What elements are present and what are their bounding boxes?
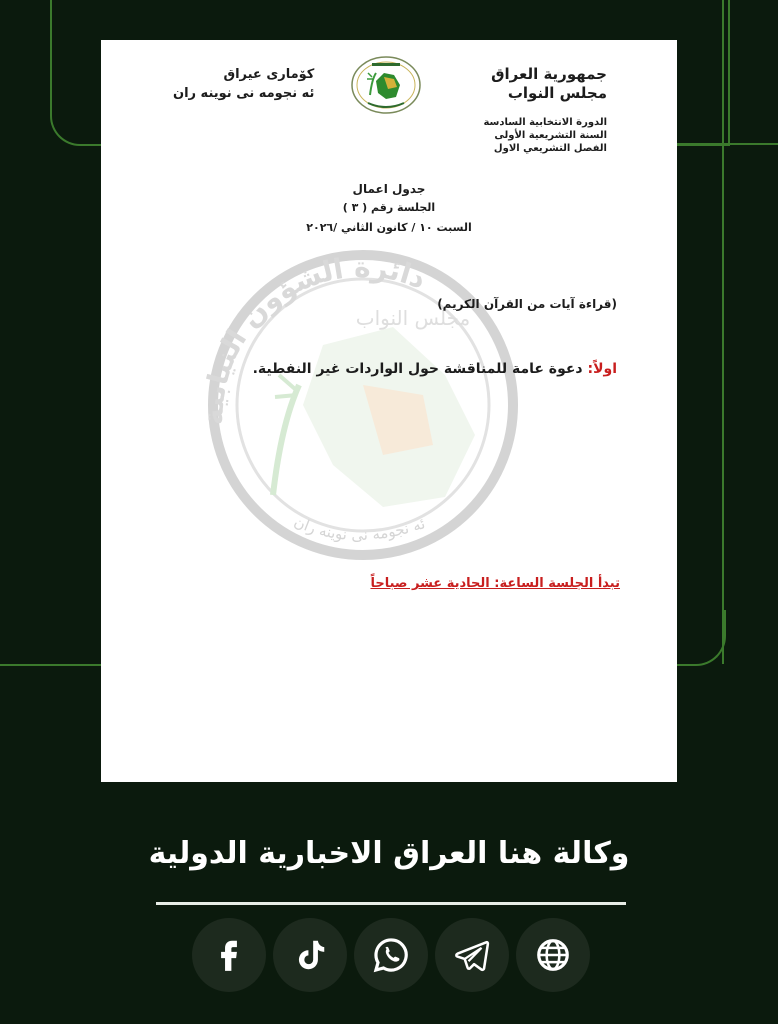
agenda-item-1-label: اولاً: — [587, 361, 617, 377]
whatsapp-icon — [372, 936, 410, 974]
watermark-bottom-text: ئه نجومه نى نوينه ران — [291, 512, 428, 545]
electoral-term: الدورة الانتخابية السادسة — [483, 117, 607, 128]
agenda-item-1-text: دعوة عامة للمناقشة حول الواردات غير النفطية. — [252, 361, 583, 377]
agency-name: وكالة هنا العراق الاخبارية الدولية — [148, 836, 630, 871]
svg-text:ئه نجومه نى نوينه ران — [291, 512, 427, 544]
header-left — [173, 65, 314, 103]
quran-reading-item: (قراءة آيات من القرآن الكريم) — [437, 297, 617, 311]
parliament-emblem-icon — [350, 55, 422, 115]
legislative-chapter: الفصل التشريعي الاول — [493, 143, 607, 154]
telegram-icon — [453, 936, 491, 974]
tiktok-icon — [291, 936, 329, 974]
council-name: مجلس النواب — [507, 84, 607, 102]
globe-icon — [534, 936, 572, 974]
country-name-kurdish: كۆمارى عيراق — [223, 67, 315, 82]
telegram-button[interactable] — [435, 918, 509, 992]
frame-right-line — [722, 0, 724, 664]
watermark-inner-text: مجلس النواب — [355, 306, 471, 330]
agenda-title: جدول اعمال — [352, 182, 426, 196]
session-start-time: تبدأ الجلسة الساعة: الحادية عشر صباحاً — [370, 576, 620, 591]
agenda-item-1 — [253, 361, 617, 377]
tiktok-button[interactable] — [273, 918, 347, 992]
header-right — [483, 65, 607, 155]
watermark-seal — [183, 235, 543, 575]
facebook-icon — [210, 936, 248, 974]
session-date: السبت ١٠ / كانون الثاني /٢٠٢٦ — [306, 221, 472, 234]
facebook-button[interactable] — [192, 918, 266, 992]
document-page — [101, 40, 677, 782]
frame-side-line — [676, 143, 778, 145]
council-name-kurdish: ئه نجومه نى نوينه ران — [173, 86, 315, 101]
watermark-arc-text: دائرة الشؤون النيابية — [196, 250, 431, 426]
whatsapp-button[interactable] — [354, 918, 428, 992]
website-button[interactable] — [516, 918, 590, 992]
session-number: الجلسة رقم ( ٣ ) — [342, 201, 436, 214]
legislative-year: السنة التشريعية الأولى — [494, 130, 607, 141]
country-name: جمهورية العراق — [491, 65, 607, 83]
footer-divider — [156, 902, 626, 905]
